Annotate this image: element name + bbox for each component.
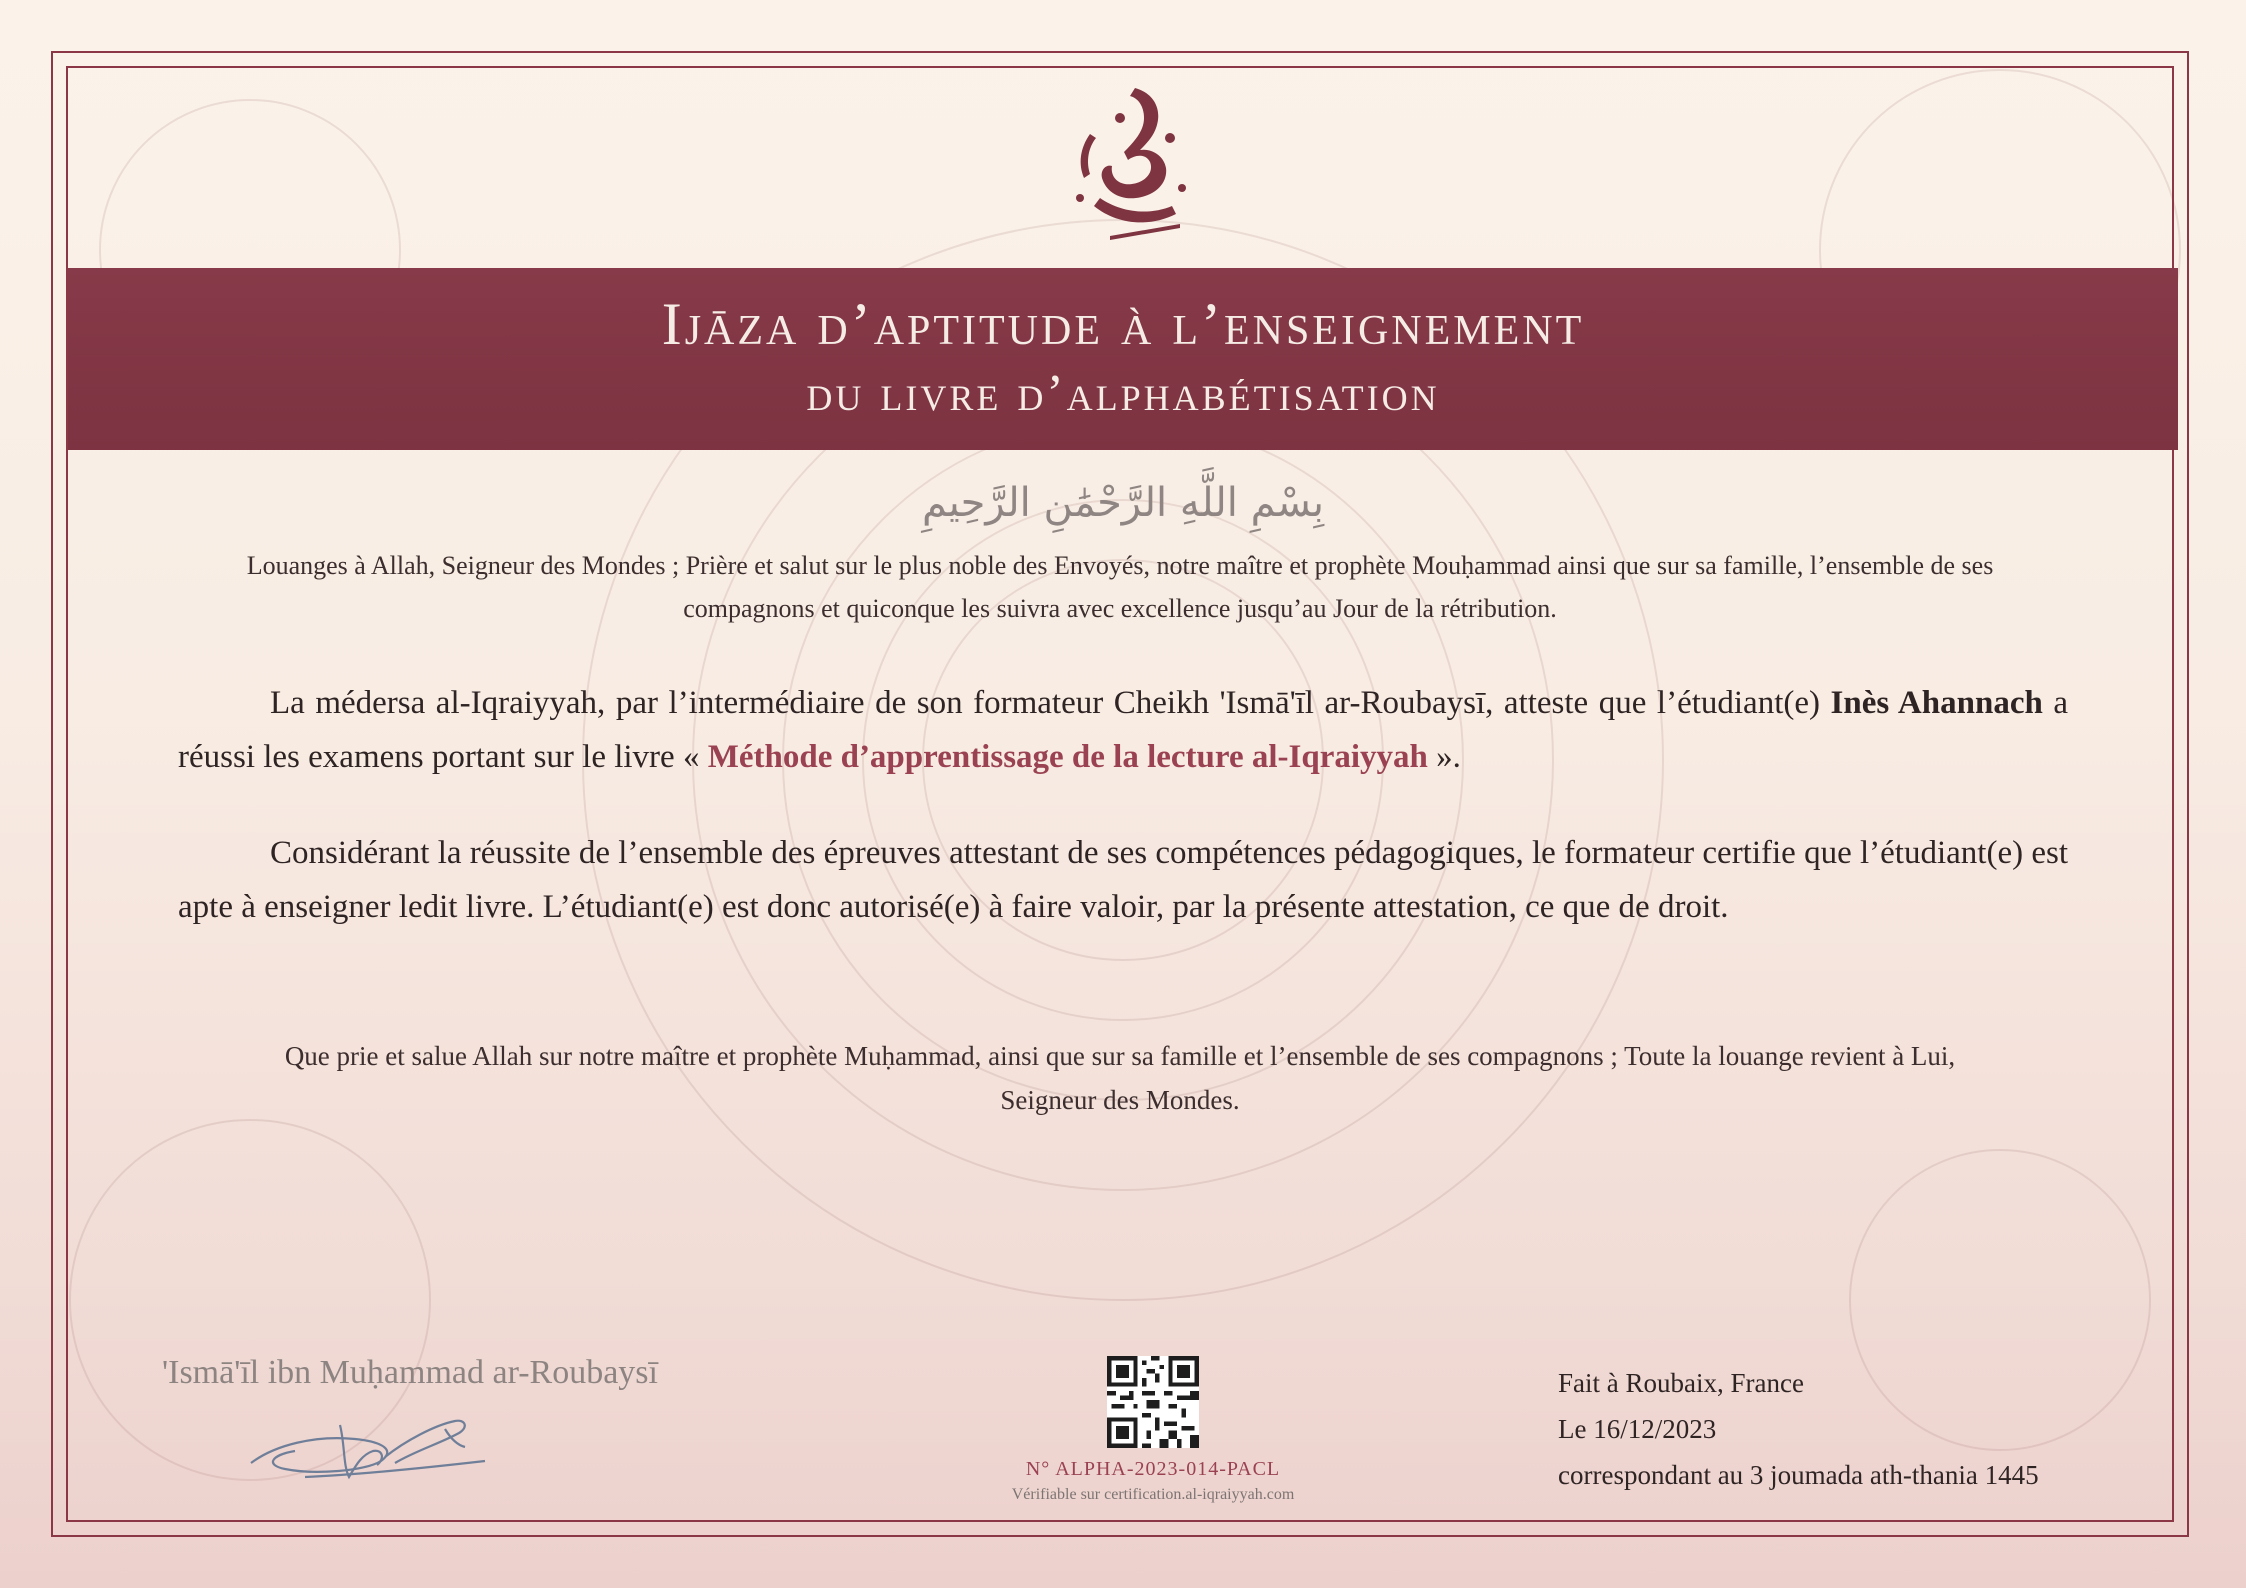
attestation-text-1: La médersa al-Iqraiyyah, par l’intermédiaire de son formateur Cheikh 'Ismā'īl ar-Roubaysī, atteste que l’étudiant(e) — [270, 685, 1831, 721]
attestation-text-3: ». — [1427, 739, 1461, 775]
closing-text: Que prie et salue Allah sur notre maître et prophète Muḥammad, ainsi que sur sa famille et l’ensemble de ses compagnons ; Toute la louange revient à Lui, Seigneur des Mondes. — [284, 1041, 1956, 1115]
signer-name: 'Ismā'īl ibn Muḥammad ar-Roubaysī — [162, 1354, 658, 1391]
place-text: Fait à Roubaix, France — [1558, 1368, 1804, 1398]
calligraphy-logo-icon — [1040, 78, 1210, 248]
title-banner — [68, 268, 2178, 450]
book-title: Méthode d’apprentissage de la lecture al-Iqraiyyah — [707, 739, 1428, 775]
place-and-date — [1558, 1360, 2039, 1498]
qr-code-icon — [1107, 1356, 1199, 1448]
consideration-paragraph: Considérant la réussite de l’ensemble des épreuves attestant de ses compétences pédagogiques, le formateur certifie que l’étudiant(e) est apte à enseigner ledit livre. L’étudiant(e) est donc autorisé(e) à faire valoir, par la présente attestation, ce que de droit. — [178, 835, 2068, 925]
certificate-title: Ijāza d’aptitude à l’enseignement — [661, 291, 1585, 357]
certificate-number: N° ALPHA-2023-014-PACL — [1025, 1458, 1281, 1480]
attestation-paragraph — [178, 676, 2068, 784]
date-text: Le 16/12/2023 — [1558, 1414, 1717, 1444]
verification-text: Vérifiable sur certification.al-iqraiyyah.com — [1011, 1486, 1295, 1503]
basmala: بِسْمِ اللَّهِ الرَّحْمَٰنِ الرَّحِيمِ — [921, 480, 1325, 526]
intro-text: Louanges à Allah, Seigneur des Mondes ; Prière et salut sur le plus noble des Envoyés, notre maître et prophète Mouḥammad ainsi que sur sa famille, l’ensemble de ses compagnons et quiconque les suivra avec excellence jusqu’au Jour de la rétribution. — [246, 551, 1994, 623]
hijri-date-text: correspondant au 3 joumada ath-thania 1445 — [1558, 1460, 2039, 1490]
signature-icon — [245, 1405, 495, 1490]
certificate-subtitle: du livre d’alphabétisation — [806, 365, 1440, 422]
attestation-text-2: a réussi les examens portant sur le livre « — [178, 685, 2069, 775]
student-name: Inès Ahannach — [1830, 685, 2043, 721]
